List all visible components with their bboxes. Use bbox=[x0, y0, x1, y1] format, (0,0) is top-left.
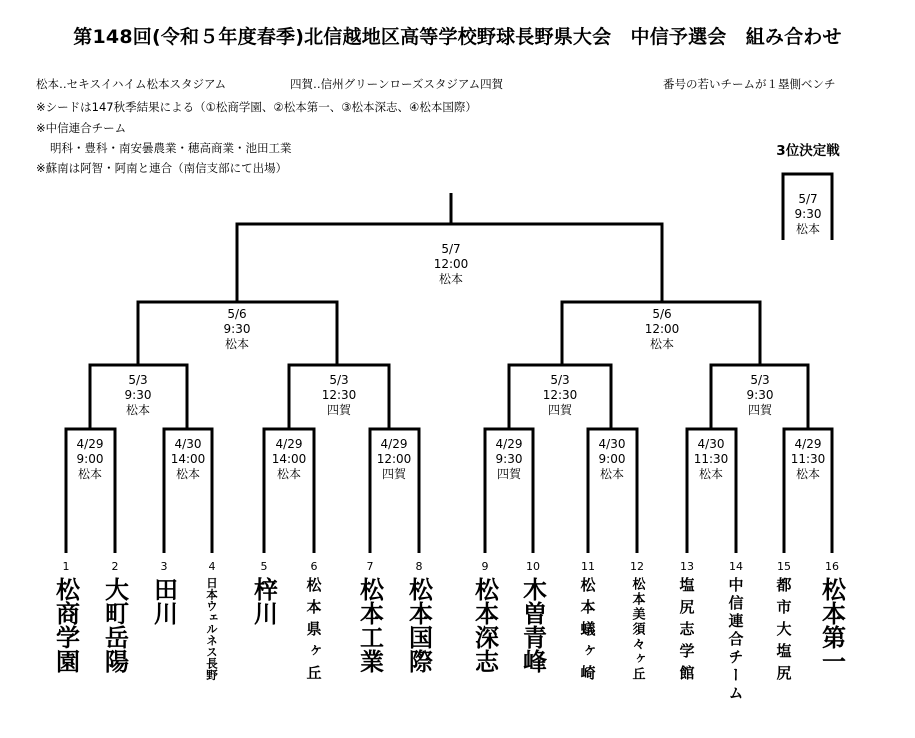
match-venue: 松本 bbox=[438, 272, 463, 286]
match-venue: 四賀 bbox=[547, 403, 572, 417]
match-date: 4/29 bbox=[76, 437, 104, 451]
match-time: 11:30 bbox=[693, 452, 729, 466]
quarterfinal-info bbox=[720, 373, 800, 418]
chushin-note-title: ※中信連合チーム bbox=[36, 121, 127, 135]
team-name: 松商学園 bbox=[51, 577, 80, 673]
match-date: 5/7 bbox=[798, 192, 818, 206]
team-number: 4 bbox=[208, 560, 216, 573]
team-name: 松本蟻ヶ崎 bbox=[578, 577, 597, 687]
match-date: 4/29 bbox=[794, 437, 822, 451]
team-name: 松本工業 bbox=[355, 577, 384, 673]
match-time: 12:30 bbox=[321, 388, 357, 402]
team-name: 田川 bbox=[149, 577, 178, 625]
quarterfinal-info bbox=[98, 373, 178, 418]
chushin-members-note: 明科・豊科・南安曇農業・穂高商業・池田工業 bbox=[50, 141, 292, 155]
team-number: 2 bbox=[111, 560, 119, 573]
match-venue: 松本 bbox=[175, 467, 200, 481]
third-place-title: 3位決定戦 bbox=[776, 143, 840, 159]
venue-shiga: 四賀‥信州グリーンローズスタジアム四賀 bbox=[290, 77, 504, 91]
match-time: 9:30 bbox=[495, 452, 523, 466]
team-number: 11 bbox=[581, 560, 595, 573]
match-date: 4/30 bbox=[697, 437, 725, 451]
first-round-info bbox=[354, 437, 434, 482]
match-date: 4/30 bbox=[598, 437, 626, 451]
team-name: 松本美須々ヶ丘 bbox=[629, 577, 645, 682]
first-round-info bbox=[148, 437, 228, 482]
team-number: 14 bbox=[729, 560, 743, 573]
team-number: 6 bbox=[310, 560, 318, 573]
match-venue: 松本 bbox=[698, 467, 723, 481]
first-round-info bbox=[249, 437, 329, 482]
match-date: 5/3 bbox=[128, 373, 148, 387]
team-name: 松本県ヶ丘 bbox=[304, 577, 323, 687]
first-round-info bbox=[469, 437, 549, 482]
team-number: 9 bbox=[481, 560, 489, 573]
team-number: 10 bbox=[526, 560, 540, 573]
match-venue: 四賀 bbox=[496, 467, 521, 481]
match-time: 9:30 bbox=[124, 388, 152, 402]
first-round-info bbox=[50, 437, 130, 482]
team-number: 7 bbox=[366, 560, 374, 573]
match-date: 5/3 bbox=[550, 373, 570, 387]
match-date: 5/6 bbox=[227, 307, 247, 321]
match-venue: 松本 bbox=[795, 467, 820, 481]
match-venue: 松本 bbox=[649, 337, 674, 351]
match-time: 14:00 bbox=[170, 452, 206, 466]
team-name: 日本ウェルネス長野 bbox=[205, 577, 219, 681]
team-number: 15 bbox=[777, 560, 791, 573]
third-place-info bbox=[768, 192, 848, 237]
final-info bbox=[411, 242, 491, 287]
first-round-info bbox=[572, 437, 652, 482]
match-time: 14:00 bbox=[271, 452, 307, 466]
team-name: 木曽青峰 bbox=[518, 577, 547, 673]
match-date: 5/6 bbox=[652, 307, 672, 321]
match-date: 5/7 bbox=[441, 242, 461, 256]
team-number: 1 bbox=[62, 560, 70, 573]
match-venue: 松本 bbox=[125, 403, 150, 417]
page-title: 第148回(令和５年度春季)北信越地区高等学校野球長野県大会 中信予選会 組み合わせ bbox=[73, 26, 842, 48]
team-number: 16 bbox=[825, 560, 839, 573]
match-time: 9:00 bbox=[598, 452, 626, 466]
match-venue: 四賀 bbox=[381, 467, 406, 481]
quarterfinal-info bbox=[299, 373, 379, 418]
team-name: 中信連合チーム bbox=[726, 577, 745, 703]
match-date: 5/3 bbox=[329, 373, 349, 387]
match-time: 9:30 bbox=[746, 388, 774, 402]
team-name: 松本国際 bbox=[404, 577, 433, 673]
match-time: 9:30 bbox=[223, 322, 251, 336]
match-time: 12:30 bbox=[542, 388, 578, 402]
team-name: 大町岳陽 bbox=[100, 577, 129, 673]
quarterfinal-info bbox=[520, 373, 600, 418]
team-name: 松本深志 bbox=[470, 577, 499, 673]
team-number: 12 bbox=[630, 560, 644, 573]
seed-note: ※シードは147秋季結果による（①松商学園、②松本第一、③松本深志、④松本国際） bbox=[36, 100, 477, 114]
team-number: 13 bbox=[680, 560, 694, 573]
team-number: 3 bbox=[160, 560, 168, 573]
team-number: 5 bbox=[260, 560, 268, 573]
match-time: 9:00 bbox=[76, 452, 104, 466]
first-round-info bbox=[768, 437, 848, 482]
match-date: 4/29 bbox=[275, 437, 303, 451]
match-date: 4/29 bbox=[495, 437, 523, 451]
match-venue: 松本 bbox=[77, 467, 102, 481]
first-round-info bbox=[671, 437, 751, 482]
team-name: 塩尻志学館 bbox=[677, 577, 696, 687]
venue-matsumoto: 松本‥セキスイハイム松本スタジアム bbox=[36, 77, 227, 91]
match-time: 11:30 bbox=[790, 452, 826, 466]
match-venue: 四賀 bbox=[747, 403, 772, 417]
sonan-note: ※蘇南は阿智・阿南と連合（南信支部にて出場） bbox=[36, 161, 288, 175]
match-venue: 松本 bbox=[599, 467, 624, 481]
match-time: 12:00 bbox=[644, 322, 680, 336]
match-time: 12:00 bbox=[376, 452, 412, 466]
match-date: 4/29 bbox=[380, 437, 408, 451]
team-name: 都市大塩尻 bbox=[774, 577, 793, 687]
match-time: 12:00 bbox=[433, 257, 469, 271]
match-venue: 松本 bbox=[276, 467, 301, 481]
match-venue: 四賀 bbox=[326, 403, 351, 417]
match-date: 4/30 bbox=[174, 437, 202, 451]
match-time: 9:30 bbox=[794, 207, 822, 221]
semifinal-info bbox=[622, 307, 702, 352]
match-venue: 松本 bbox=[224, 337, 249, 351]
match-date: 5/3 bbox=[750, 373, 770, 387]
match-venue: 松本 bbox=[795, 222, 820, 236]
semifinal-info bbox=[197, 307, 277, 352]
team-number: 8 bbox=[415, 560, 423, 573]
team-name: 梓川 bbox=[249, 577, 278, 625]
bench-note: 番号の若いチームが１塁側ベンチ bbox=[663, 77, 836, 91]
team-name: 松本第一 bbox=[817, 577, 846, 673]
